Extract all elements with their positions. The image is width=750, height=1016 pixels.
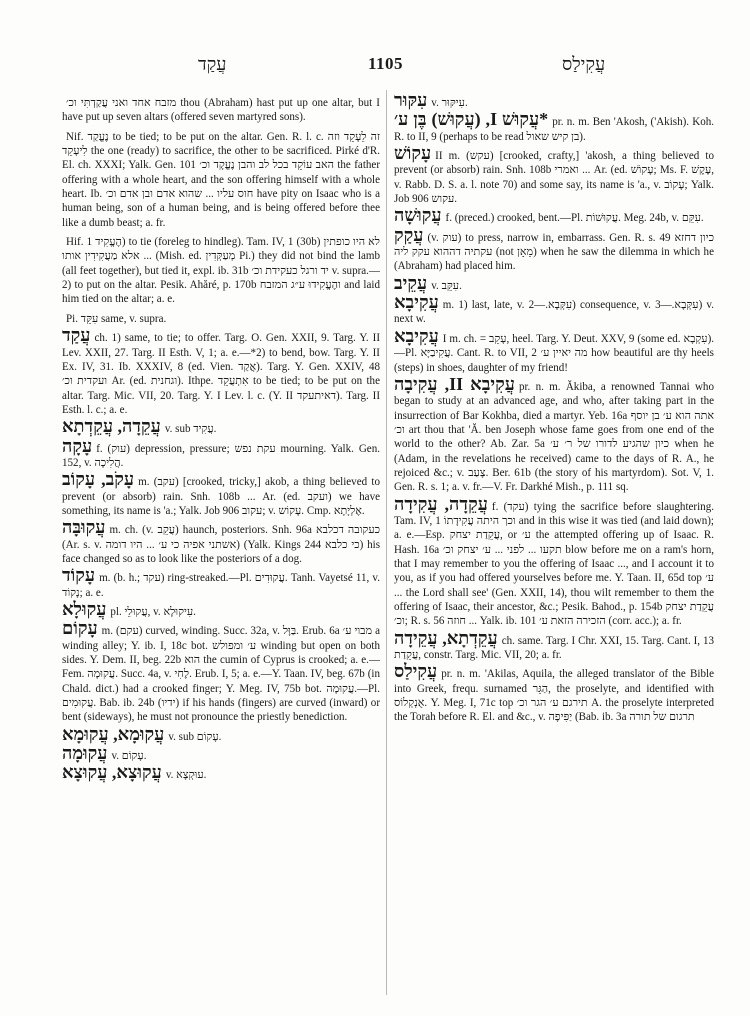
entry-lemma: עֲקֵדְתָא, עֲקֵידָה <box>394 627 498 648</box>
entry-text: m. 1) last, late, v. עִקְּבָא.—2) consequence, v. עִקְּבָא.—3) v. next w. <box>394 299 714 326</box>
entry-lemma: עָקֹב, עָקוֹב <box>62 469 135 490</box>
entry <box>394 325 714 375</box>
entry-lemma: עֲקוּבָּה <box>62 517 106 538</box>
entry-text: II m. (עקש) [crooked, crafty,] 'akosh, a thing believed to prevent (or absorb) rain. Snh. 108b ואמרי ... Ar. (ed. עָקוֹשׁ; Ms. F. עֶקֶשׁ, v. Rabb. D. S. a. l. note 70) and some say, its name is 'a., v. עָקוֹב; Yalk. Job 906 עקוש. <box>394 150 714 206</box>
entry-lemma: עָקוֹם <box>62 618 98 639</box>
entry-lemma: עֲקֵדָה, עֲקִידָה <box>394 493 488 514</box>
entry <box>62 764 380 782</box>
entry <box>394 145 714 206</box>
entry-text: Pi. עִקֵּד same, v. supra. <box>66 312 167 325</box>
entry-lemma: עֲקַד <box>62 325 91 346</box>
entry <box>62 308 380 326</box>
entry <box>394 207 714 225</box>
entry-lemma: עֲקִיבָא II, עֲקִיבָה <box>394 373 515 394</box>
entry-lemma: עֲקֵיב <box>394 272 428 293</box>
entry <box>62 620 380 724</box>
entry <box>62 745 380 763</box>
entry <box>62 92 380 125</box>
left-column <box>62 92 380 992</box>
entry <box>394 493 714 629</box>
entry <box>394 224 714 274</box>
entry <box>62 471 380 518</box>
entry-text: Nif. נֶעֱקַד to be tied; to be put on the altar. Gen. R. l. c. זה לֵעָקֵד וזה לִיעָקֵד the one (ready) to sacrifice, the other to be sacrificed. Pirké d'R. El. ch. XXXI; Yalk. Gen. 101 האב עוֹקֵד בכל לב והבן נֶעֱקָד וכ׳ the father offering with a whole heart, and the son offering himself with a whole heart. Ib. חוס עליו ... שהוא אדם ובן אדם וכ׳ have pity on Isaac who is a human being, son of a human being, and is being offered before thee like a dumb beast; a. fr. <box>62 130 380 229</box>
entry-lemma: עֲקוּמָה <box>62 743 108 764</box>
column-divider <box>386 90 387 995</box>
entry-text: m. (עקם) curved, winding. Succ. 32a, v. בַּוָּל. Erub. 6a מבוי ע׳ a winding alley; Y. ib. I, 18c bot. ע׳ ומפולש winding but open on both sides. Y. Dem. II, beg. 22b הוא the cumin of Cyprus is crooked; a. e.—Fem. עֲקוּמָה. Succ. 4a, v. לֶחִי. Erub. I, 5; a. e.—Y. Taan. IV, beg. 67b (in Chald. dict.) had a crooked finger; Y. Meg. IV, 75b bot. עֲקוּמָה.—Pl. עֲקוּמִים. Bab. ib. 24b (ידיו) if his hands (fingers) are curved (inward) or bent (sideways), he must not pronounce the priestly benediction. <box>62 625 380 724</box>
entry-text: v. sub עֲקִיד. <box>164 423 217 436</box>
header-right-word: עֲקִילַס <box>562 54 606 74</box>
entry-text: pr. n. m. Ben 'Akosh, ('Akish). Koh. R. to II, 9 (perhaps to be read בן קיש שאול). <box>394 116 714 143</box>
entry-lemma: עִקּוּר <box>394 92 428 110</box>
entry-lemma: עֲקִיבָא <box>394 325 439 346</box>
entry <box>62 601 380 619</box>
entry-lemma: עֲקוּשָׁה <box>394 205 442 226</box>
entry-text: Hif. הֶעֱקִיד 1) to tie (foreleg to hindleg). Tam. IV, 1 (30b) לא היו כופתין ... אלא מַעֲקִידִין אותו (Mish. ed. מְעַקְּדִין Pi.) they did not bind the lamb (all feet together), but tied it, expl. ib. 31b יד ורגל כעקידת וכ׳ v. supra.—2) to put on the altar. Pesik. Ahăré, p. 170b והֶעֱקִידוּ ע״ג המזבח and laid him tied on the altar; a. e. <box>62 236 380 306</box>
entry-text: ch. 1) same, to tie; to offer. Targ. O. Gen. XXII, 9. Targ. Y. II Lev. XXII, 27. Targ. II Esth. V, 1; a. e.—*2) to bend, bow. Targ. Y. II Ex. IV, 31. Ib. XXXIV, 8 (ed. Vien. אֲקַד). Targ. Y. Gen. XXIV, 48 ועקדית וכ׳ Ar. (ed. וגחנית). Ithpe. אִתְעֲקֵד to be tied; to be put on the altar. Targ. Mic. VII, 20. Targ. Y. I Lev. l. c. (Y. II דאיתעקד). Targ. II Esth. l. c.; a. e. <box>62 332 380 416</box>
entry-text: f. (עוק) depression, pressure; עקת נפש mourning. Yalk. Gen. 152, v. הֲלִיכָה. <box>62 442 380 469</box>
entry-lemma: עֲקוּלָא <box>62 599 107 619</box>
entry <box>62 126 380 230</box>
entry-text: v. עָקוֹם. <box>111 750 147 763</box>
entry-lemma: עָקָה <box>62 435 93 456</box>
entry-text: v. עִקֵּב. <box>431 279 462 292</box>
entry-lemma: עָקוֹד <box>62 565 96 586</box>
right-column <box>394 92 714 992</box>
entry <box>394 294 714 327</box>
entry-lemma: עָקוֹשׁ <box>394 143 432 164</box>
entry-text: v. עוּקְצָא. <box>165 769 207 782</box>
entry <box>394 272 714 293</box>
entry <box>394 111 714 144</box>
entry <box>62 519 380 566</box>
entry <box>394 663 714 724</box>
entry-lemma: עֲקוּצָא, עֲקוּצָא <box>62 762 162 783</box>
entry-text: m. ch. (v. עֲקֵב) haunch, posteriors. Snh. 96a כעקובה דכלבא (Ar. s. v. אשתני אפיה כי ע׳ ... היו דומה) (Yalk. Kings 244 כי כלבא) his face changed so as to look like the posteriors of a dog. <box>62 524 380 565</box>
entry-text: (v. עוק) to press, narrow in, embarrass. Gen. R. s. 49 כיון דחזא עקתיה דההוא עקק ליה (not מֵאָן) when he saw the dilemma in which he (Abraham) had placed him. <box>394 231 714 273</box>
page-number: 1105 <box>368 54 404 73</box>
entry <box>62 327 380 417</box>
entry <box>62 435 380 471</box>
entry-text: pl. עֲקוּלֵי, v. עִיקוּלָא. <box>110 606 196 618</box>
entry <box>394 373 714 495</box>
entry-text: v. עִיקּוּר. <box>431 97 468 109</box>
entry-text: pr. n. m. 'Akilas, Aquila, the alleged translator of the Bible into Greek, frequ. surnamed הַגֵּר, the proselyte, and identified with אֻנְקְלוֹס. Y. Meg. I, 71c top תירגם ע׳ הגר וכ׳ A. the proselyte interpreted the Torah before R. El. and &c., v. יַפִּיפָה (Bab. ib. 3a תרגום של תורה <box>394 668 714 724</box>
entry-lemma: עֲקֵדָה, עֲקֵדְתָא <box>62 416 161 437</box>
entry-text: pr. n. m. Ăkiba, a renowned Tannai who began to study at an advanced age, and who, after taking part in the insurrection of Bar Kokhba, died a martyr. Yeb. 16a אתה הוא ע׳ בן יוסף וכ׳ art thou that 'Ă. ben Joseph whose fame goes from one end of the world to the other? Ab. Zar. 5a כיון שהגיע לדורו של ר׳ ע׳ when he (Adam, in the revelations he received) came to the days of R. A., he rejoiced &c.; v. צָעַב. Ber. 61b (the story of his martyrdom). Sot. V, 1. Gen. R. s. 1; a. v. fr.—V. Fr. Darkhé Mish., p. 111 sq. <box>394 380 714 494</box>
entry <box>62 418 380 436</box>
entry-text: מזבח אחד ואני עֲקַדְתִּי וכ׳ thou (Abraham) hast put up one altar, but I have put up seven altars (offered seven martyred sons). <box>62 97 380 124</box>
entry-text: f. (עקד) tying the sacrifice before slaughtering. Tam. IV, 1 וכך היתה עֲקִידָתוֹ and in this wise it was tied (and laid down); a. e.—Esp. עֲקֵדַת יצחק, or ע׳ the attempted offering up of Isaac. R. Hash. 16a תקעו ... לפני ... ע׳ יצחק וכ׳ blow before me on a ram's horn, that I may remember to you the offering of Isaac ..., and I account it to you, as if you had offered yourselves before me. Y. Taan. II, 65d top ע׳ ... the Lord shall see' (Gen. XXII, 14), thou wilt remember to them the offering of Isaac, their ancestor, &c.; Pesik. Bahod., p. 154b עֲקֵדַת יצחק וכ׳; R. s. 56 חוזה ... Yalk. ib. 101 הזכירה הזאת ע׳ (corr. acc.); a. fr. <box>394 500 714 628</box>
header-left-word: עֲקַד <box>198 54 227 74</box>
entry <box>62 567 380 600</box>
entry-text: v. sub עָקוֹם. <box>168 730 222 743</box>
entry-text: I m. ch. = עָקֵב, heel. Targ. Y. Deut. XXV, 9 (some ed. עִקְבָא).—Pl. עֲקִיבַיָּא. Cant. R. to VII, 2 מה יאיין ע׳ how beautiful are thy heels (steps) in shoes, daughter of my friend! <box>394 332 714 374</box>
entry-text: m. (עקב) [crooked, tricky,] akob, a thing believed to prevent (or absorb) rain. Snh. 108b ... Ar. (ed. ועקב) we have something, its name is 'a.; Yalk. Job 906 עקוב; v. עָקוֹש. Cmp. אֶלְיָתָא. <box>62 476 380 517</box>
entry-lemma: עֲקִיבָא <box>394 292 439 313</box>
entry-lemma: עֲקִילַס <box>394 661 438 682</box>
entry <box>62 723 380 744</box>
entry <box>394 627 714 663</box>
entry-text: m. (b. h.; עקד) ring-streaked.—Pl. עֲקוּדִים. Tanh. Vayetsé 11, v. נָקוֹד; a. e. <box>62 572 380 599</box>
entry-text: ch. same. Targ. I Chr. XXI, 15. Targ. Cant. I, 13 עֲקֵדַת, constr. Targ. Mic. VII, 20; a. fr. <box>394 634 714 662</box>
entry-lemma: עֲקַק <box>394 224 424 245</box>
page-header <box>52 54 732 78</box>
entry-lemma: עֲקוּמָא, עֲקוּמָא <box>62 723 165 744</box>
entry <box>394 92 714 110</box>
entry <box>62 231 380 307</box>
entry-lemma: *עֲקוּשׁ I, (עֲקוּשׁ) בֶּן ע׳ <box>394 109 549 130</box>
entry-text: f. (preced.) crooked, bent.—Pl. עֲקוּשׁוֹת. Meg. 24b, v. עִקֵּם. <box>445 212 704 225</box>
